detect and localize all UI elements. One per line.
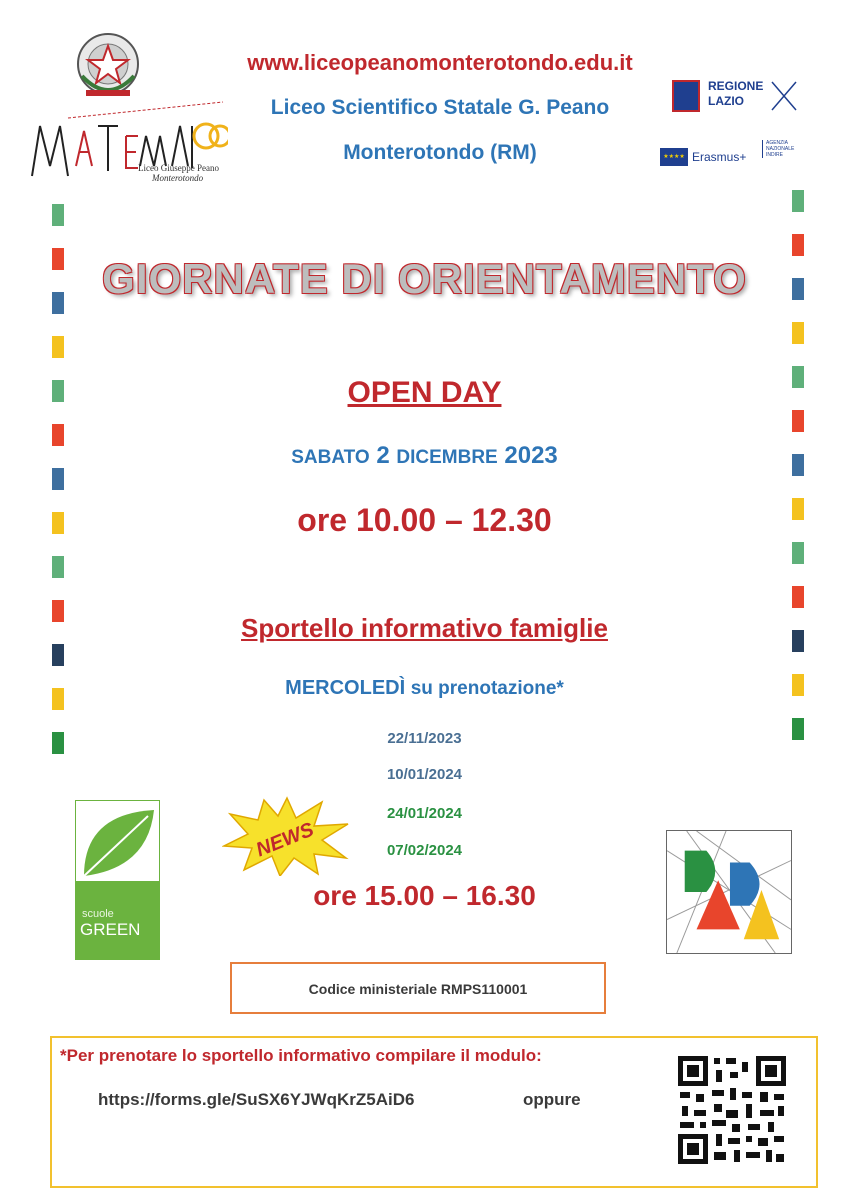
regione-lazio-label [708, 80, 763, 108]
sportello-booking-note: su prenotazione* [410, 678, 564, 699]
bar-red [792, 410, 804, 432]
bar-green [52, 732, 64, 754]
news-label: NEWS [253, 818, 317, 862]
bar-blue [792, 278, 804, 300]
sportello-time: ore 15.00 – 16.30 [313, 880, 536, 911]
bar-red [52, 600, 64, 622]
open-day-date [150, 442, 699, 470]
sportello-weekday: MERCOLEDÌ [285, 677, 406, 699]
erasmus-label: Erasmus+ [692, 150, 747, 164]
date-month: DICEMBRE [396, 447, 498, 468]
bar-navy [792, 630, 804, 652]
codice-ministeriale: Codice ministeriale RMPS110001 [308, 981, 528, 997]
matematico-logo-caption [138, 163, 238, 183]
regione-label: REGIONE [708, 79, 764, 93]
bar-green [792, 366, 804, 388]
bar-green [52, 556, 64, 578]
open-day-time: ore 10.00 – 12.30 [297, 502, 552, 538]
bar-blue [52, 468, 64, 490]
bar-yellow [52, 688, 64, 710]
bar-green [52, 380, 64, 402]
bar-yellow [52, 336, 64, 358]
sportello-date: 10/01/2024 [386, 766, 463, 783]
leaf-icon [78, 804, 158, 880]
logo-caption-school: Liceo Giuseppe Peano [138, 163, 219, 173]
bar-red [52, 424, 64, 446]
scuole-green-label-small: scuole [82, 908, 114, 920]
italian-republic-emblem-icon [68, 26, 148, 106]
dada-logo-icon [666, 830, 792, 954]
page-title: GIORNATE DI ORIENTAMENTO [102, 255, 747, 302]
bar-yellow [792, 674, 804, 696]
bar-green [52, 204, 64, 226]
regione-lazio-arrow-icon [770, 80, 798, 112]
sportello-date: 22/11/2023 [387, 730, 462, 747]
booking-note: *Per prenotare lo sportello informativo compilare il modulo: [60, 1046, 542, 1065]
sportello-heading: Sportello informativo famiglie [241, 613, 608, 643]
lazio-label: LAZIO [708, 94, 744, 108]
bar-green [792, 190, 804, 212]
bar-blue [792, 454, 804, 476]
bar-yellow [792, 322, 804, 344]
booking-form-link[interactable]: https://forms.gle/SuSX6YJWqKrZ5AiD6 [98, 1090, 415, 1109]
bar-green [792, 542, 804, 564]
booking-or-label: oppure [523, 1090, 581, 1109]
qr-code-icon[interactable] [676, 1054, 788, 1166]
scuole-green-label: GREEN [80, 920, 141, 939]
bar-green [792, 718, 804, 740]
sportello-date: 24/01/2024 [386, 805, 463, 822]
regione-lazio-crest-icon [672, 80, 700, 112]
sportello-date: 07/02/2024 [386, 842, 463, 859]
bar-red [792, 234, 804, 256]
agenzia-indire-label: AGENZIA NAZIONALE INDIRE [762, 140, 802, 158]
logo-caption-city: Monterotondo [152, 173, 204, 183]
bar-yellow [792, 498, 804, 520]
date-day-number: 2 [376, 442, 390, 469]
right-decorative-bars [792, 190, 804, 762]
news-burst-icon [222, 796, 352, 876]
bar-navy [52, 644, 64, 666]
open-day-heading: OPEN DAY [347, 376, 502, 409]
school-name: Liceo Scientifico Statale G. Peano [270, 96, 610, 119]
school-website-url: www.liceopeanomonterotondo.edu.it [247, 50, 633, 75]
date-year: 2023 [504, 442, 558, 469]
date-weekday: SABATO [291, 447, 370, 468]
eu-flag-icon: ★★★★ [660, 148, 688, 166]
bar-red [792, 586, 804, 608]
bar-yellow [52, 512, 64, 534]
sportello-subheading [150, 677, 699, 700]
school-city: Monterotondo (RM) [343, 141, 537, 164]
